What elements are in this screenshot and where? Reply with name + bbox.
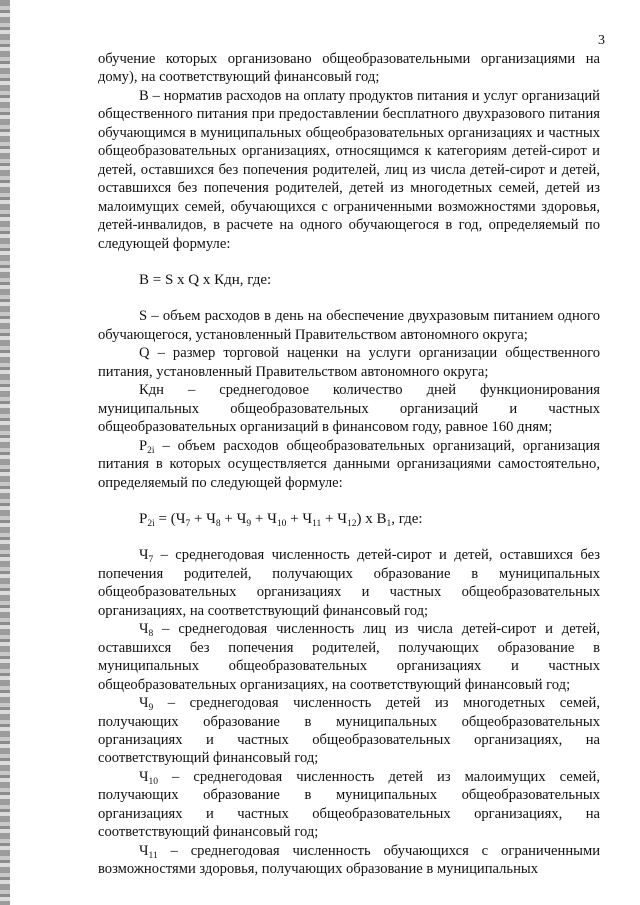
formula-subscript: 11 [312, 518, 322, 529]
formula-operator: + [321, 510, 338, 527]
paragraph-continuation: обучение которых организовано общеобразовательными организациями на дому), на соответствующий финансовый год; [98, 51, 600, 86]
formula-operator: + [286, 510, 303, 527]
formula-operator: = ( [154, 510, 176, 527]
formula-b: В = S x Q x Кдн, где: [139, 271, 272, 288]
paragraph-definition-q: Q – размер торговой наценки на услуги организации общественного питания, установленный Правительством автономного округа; [98, 345, 600, 380]
symbol: Ч [139, 695, 149, 712]
definition-text: – среднегодовая численность детей из многодетных семей, получающих образование в муниципальных общеобразовательных организациях и частных общеобразовательных организациях, на соответствующий финансовый год; [98, 695, 600, 767]
formula-operator: + [190, 510, 207, 527]
paragraph-definition-p2i [98, 437, 600, 492]
formula-symbol: В [376, 510, 387, 527]
paragraph-definition-ch9 [98, 694, 600, 768]
paragraph-definition-ch11 [98, 842, 600, 879]
formula-symbol: Ч [206, 510, 216, 527]
formula-subscript: 1 [386, 518, 392, 529]
formula-subscript: 12 [346, 518, 357, 529]
symbol-subscript: 2i [147, 445, 155, 456]
formula-symbol: Р [139, 510, 148, 527]
formula-subscript: 8 [215, 518, 221, 529]
formula-subscript: 7 [185, 518, 191, 529]
paragraph-definition-s: S – объем расходов в день на обеспечение двухразовым питанием одного обучающегося, установленный Правительством автономного округа; [98, 308, 600, 343]
formula-symbol: Ч [236, 510, 247, 527]
symbol: Ч [139, 547, 149, 564]
formula-symbol: Ч [302, 510, 313, 527]
formula-symbol: Ч [175, 510, 186, 527]
symbol: Ч [139, 768, 149, 785]
symbol-subscript: 10 [148, 776, 158, 787]
scan-binding-edge [0, 0, 10, 905]
paragraph-definition-ch7 [98, 546, 600, 620]
symbol: Р [139, 437, 148, 454]
definition-text: – среднегодовая численность лиц из числа детей-сирот и детей, оставшихся без попечения родителей, получающих образование в муниципальных общеобразовательных организациях и частных общеобразовательных организациях, на соответствующий финансовый год; [98, 621, 600, 693]
paragraph-definition-kdn: Кдн – среднегодовое количество дней функционирования муниципальных общеобразовательных организаций и частных общеобразовательных организаций в финансовом году, равное 160 дням; [98, 382, 600, 436]
symbol-subscript: 11 [148, 850, 158, 861]
definition-text: – объем расходов общеобразовательных организаций, организация питания в которых осуществляется данными организациями самостоятельно, определяемый по следующей формуле: [98, 437, 600, 491]
symbol-subscript: 7 [148, 555, 154, 566]
symbol-subscript: 8 [148, 629, 154, 640]
definition-text: – среднегодовая численность детей-сирот и детей, оставшихся без попечения родителей, получающих образование в муниципальных общеобразовательных организациях и частных общеобразовательных организациях, на соответствующий финансовый год; [98, 547, 600, 619]
formula-subscript: 2i [147, 518, 155, 529]
symbol: Ч [139, 842, 149, 859]
formula-symbol: Ч [267, 510, 277, 527]
formula-subscript: 9 [246, 518, 252, 529]
formula-operator: ) x [356, 510, 377, 527]
formula-operator: + [220, 510, 237, 527]
formula-subscript: 10 [276, 518, 287, 529]
document-body [98, 50, 600, 879]
formula-symbol: Ч [337, 510, 347, 527]
symbol: Ч [139, 621, 149, 638]
formula-p2i [98, 510, 600, 528]
formula-operator: + [251, 510, 268, 527]
formula-tail: , где: [391, 510, 423, 527]
paragraph-definition-ch10 [98, 768, 600, 842]
paragraph-definition-b: В – норматив расходов на оплату продуктов питания и услуг организаций общественного питания при предоставлении бесплатного двухразового питания обучающимся в муниципальных общеобразовательных организациях и частных общеобразовательных организациях, относящимся к категориям детей-сирот и детей, оставшихся без попечения родителей, лиц из числа детей-сирот и детей, оставшихся без попечения родителей, детей из многодетных семей, детей из малоимущих семей, обучающихся с ограниченными возможностями здоровья, детей-инвалидов, в расчете на одного обучающегося в год, определяемый по следующей формуле: [98, 87, 600, 252]
page-number: 3 [598, 33, 605, 48]
paragraph-definition-ch8 [98, 620, 600, 694]
definition-text: – среднегодовая численность детей из малоимущих семей, получающих образование в муниципальных общеобразовательных организациях и частных общеобразовательных организациях, на соответствующий финансовый год; [98, 768, 600, 841]
symbol-subscript: 9 [148, 703, 154, 714]
definition-text: – среднегодовая численность обучающихся с ограниченными возможностями здоровья, получающих образование в муниципальных [98, 842, 600, 878]
